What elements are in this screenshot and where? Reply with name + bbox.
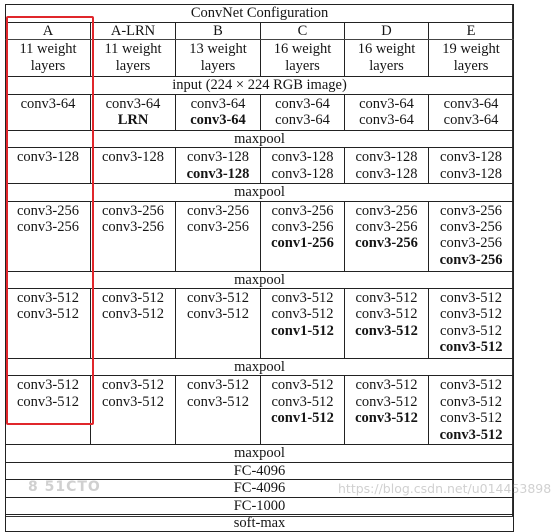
layer-cell: conv3-512 xyxy=(101,306,164,323)
layer-cell: conv3-512 xyxy=(355,393,418,410)
layer-cell: conv3-512 xyxy=(186,377,249,394)
layer-cell: conv3-64 xyxy=(443,112,499,129)
fc-4096-row: FC-4096 xyxy=(6,480,514,497)
layer-cell: conv3-512 xyxy=(440,306,503,323)
conv-block-4 xyxy=(6,289,514,359)
block-cell xyxy=(429,376,514,445)
block-cell xyxy=(261,201,345,271)
block-cell xyxy=(6,289,91,359)
layer-cell: conv1-512 xyxy=(271,410,334,427)
layer-cell: conv3-128 xyxy=(440,149,503,166)
layer-cell: conv3-256 xyxy=(439,251,503,268)
depth-unit: layers xyxy=(200,57,236,74)
layer-cell: conv3-512 xyxy=(355,290,418,307)
block-cell xyxy=(429,289,514,359)
layer-cell: conv3-512 xyxy=(440,377,503,394)
block-cell xyxy=(261,376,345,445)
block-cell xyxy=(176,148,261,184)
depth-unit: layers xyxy=(115,57,151,74)
layer-cell: conv3-512 xyxy=(16,306,79,323)
depth-unit: layers xyxy=(453,57,489,74)
layer-cell: conv3-512 xyxy=(101,393,164,410)
depth-count: 16 weight xyxy=(357,41,416,58)
layer-cell: conv3-512 xyxy=(440,393,503,410)
block-cell xyxy=(429,94,514,130)
layer-cell: conv3-64 xyxy=(275,112,330,129)
depth-count: 11 weight xyxy=(104,41,162,58)
layer-cell: LRN xyxy=(117,112,149,129)
block-cell xyxy=(91,148,176,184)
layer-cell: conv3-256 xyxy=(355,219,418,236)
layer-cell: conv3-128 xyxy=(16,149,79,166)
column-depth-a-lrn xyxy=(91,40,176,77)
depth-unit: layers xyxy=(30,57,66,74)
layer-cell: conv3-64 xyxy=(359,112,414,129)
input-row: input (224 × 224 RGB image) xyxy=(6,77,514,94)
depth-count: 19 weight xyxy=(442,41,500,58)
conv-block-3 xyxy=(6,201,514,271)
layer-cell: conv3-128 xyxy=(355,149,418,166)
block-cell xyxy=(261,289,345,359)
maxpool-row: maxpool xyxy=(6,359,514,376)
layer-cell: conv3-64 xyxy=(190,112,246,129)
column-name-c: C xyxy=(261,23,345,40)
maxpool-row: maxpool xyxy=(6,271,514,288)
layer-cell: conv3-64 xyxy=(190,95,246,112)
layer-cell: conv3-512 xyxy=(439,426,503,443)
conv-block-5 xyxy=(6,376,514,445)
layer-cell: conv3-256 xyxy=(16,219,79,236)
depth-count: 16 weight xyxy=(273,41,332,58)
column-name-a: A xyxy=(6,23,91,40)
block-cell xyxy=(345,289,429,359)
layer-cell: conv3-128 xyxy=(271,149,334,166)
maxpool-row: maxpool xyxy=(6,130,514,147)
block-cell xyxy=(176,201,261,271)
block-cell xyxy=(429,148,514,184)
layer-cell: conv3-512 xyxy=(355,322,418,339)
layer-cell: conv3-512 xyxy=(355,410,418,427)
column-depth-a xyxy=(6,40,91,77)
layer-cell: conv3-256 xyxy=(440,235,503,252)
layer-cell: conv3-64 xyxy=(20,95,76,112)
block-cell xyxy=(91,94,176,130)
layer-cell: conv3-512 xyxy=(16,377,79,394)
layer-cell: conv3-128 xyxy=(101,149,164,166)
layer-cell: conv3-512 xyxy=(101,377,164,394)
depth-count: 11 weight xyxy=(19,41,77,58)
layer-cell: conv3-256 xyxy=(186,219,249,236)
layer-cell: conv3-64 xyxy=(105,95,161,112)
layer-cell: conv3-512 xyxy=(355,377,418,394)
layer-cell: conv3-256 xyxy=(440,202,503,219)
block-cell xyxy=(429,201,514,271)
column-name-a-lrn: A-LRN xyxy=(91,23,176,40)
layer-cell: conv1-512 xyxy=(271,322,334,339)
conv-block-1 xyxy=(6,94,514,130)
layer-cell: conv3-64 xyxy=(275,95,330,112)
column-name-d: D xyxy=(345,23,429,40)
layer-cell: conv3-512 xyxy=(186,393,249,410)
layer-cell: conv3-512 xyxy=(186,306,249,323)
layer-cell: conv3-128 xyxy=(186,165,250,182)
softmax-row: soft-max xyxy=(6,515,514,532)
layer-cell: conv3-512 xyxy=(271,393,334,410)
layer-cell: conv3-512 xyxy=(440,322,503,339)
column-depth-b xyxy=(176,40,261,77)
layer-cell: conv3-256 xyxy=(16,202,79,219)
block-cell xyxy=(6,94,91,130)
layer-cell: conv3-256 xyxy=(101,202,164,219)
layer-cell: conv3-512 xyxy=(439,339,503,356)
layer-cell: conv3-512 xyxy=(101,290,164,307)
layer-cell: conv3-256 xyxy=(101,219,164,236)
layer-cell: conv3-64 xyxy=(443,95,499,112)
block-cell xyxy=(91,376,176,445)
depth-count: 13 weight xyxy=(189,41,247,58)
block-cell xyxy=(176,289,261,359)
layer-cell: conv3-256 xyxy=(440,219,503,236)
convnet-config-table xyxy=(5,4,514,532)
maxpool-row: maxpool xyxy=(6,445,514,462)
layer-cell: conv3-512 xyxy=(271,306,334,323)
layer-cell: conv3-256 xyxy=(271,219,334,236)
depth-unit: layers xyxy=(369,57,404,74)
layer-cell: conv3-256 xyxy=(355,202,418,219)
block-cell xyxy=(6,376,91,445)
block-cell xyxy=(345,376,429,445)
depth-unit: layers xyxy=(285,57,320,74)
fc-4096-row: FC-4096 xyxy=(6,462,514,479)
block-cell xyxy=(345,148,429,184)
watermark-logo: 8 51CTO xyxy=(28,479,101,495)
layer-cell: conv3-512 xyxy=(186,290,249,307)
block-cell xyxy=(261,94,345,130)
layer-cell: conv3-256 xyxy=(271,202,334,219)
block-cell xyxy=(345,201,429,271)
column-depth-e xyxy=(429,40,514,77)
block-cell xyxy=(261,148,345,184)
layer-cell: conv3-256 xyxy=(186,202,249,219)
maxpool-row: maxpool xyxy=(6,184,514,201)
layer-cell: conv3-512 xyxy=(271,290,334,307)
layer-cell: conv3-512 xyxy=(16,393,79,410)
fc-1000-row: FC-1000 xyxy=(6,497,514,514)
layer-cell: conv3-128 xyxy=(186,149,249,166)
layer-cell: conv1-256 xyxy=(271,235,334,252)
block-cell xyxy=(91,289,176,359)
block-cell xyxy=(6,148,91,184)
watermark-url: https://blog.csdn.net/u014453898 xyxy=(338,481,551,496)
layer-cell: conv3-256 xyxy=(355,235,418,252)
block-cell xyxy=(91,201,176,271)
layer-cell: conv3-512 xyxy=(271,377,334,394)
column-name-e: E xyxy=(429,23,514,40)
block-cell xyxy=(345,94,429,130)
layer-cell: conv3-512 xyxy=(440,290,503,307)
layer-cell: conv3-512 xyxy=(440,410,503,427)
column-name-b: B xyxy=(176,23,261,40)
block-cell xyxy=(176,376,261,445)
column-depth-d xyxy=(345,40,429,77)
table-title: ConvNet Configuration xyxy=(6,5,514,23)
layer-cell: conv3-128 xyxy=(271,165,334,182)
layer-cell: conv3-64 xyxy=(359,95,414,112)
column-depth-c xyxy=(261,40,345,77)
layer-cell: conv3-128 xyxy=(440,165,503,182)
block-cell xyxy=(176,94,261,130)
conv-block-2 xyxy=(6,148,514,184)
layer-cell: conv3-512 xyxy=(355,306,418,323)
layer-cell: conv3-128 xyxy=(355,165,418,182)
layer-cell: conv3-512 xyxy=(16,290,79,307)
block-cell xyxy=(6,201,91,271)
